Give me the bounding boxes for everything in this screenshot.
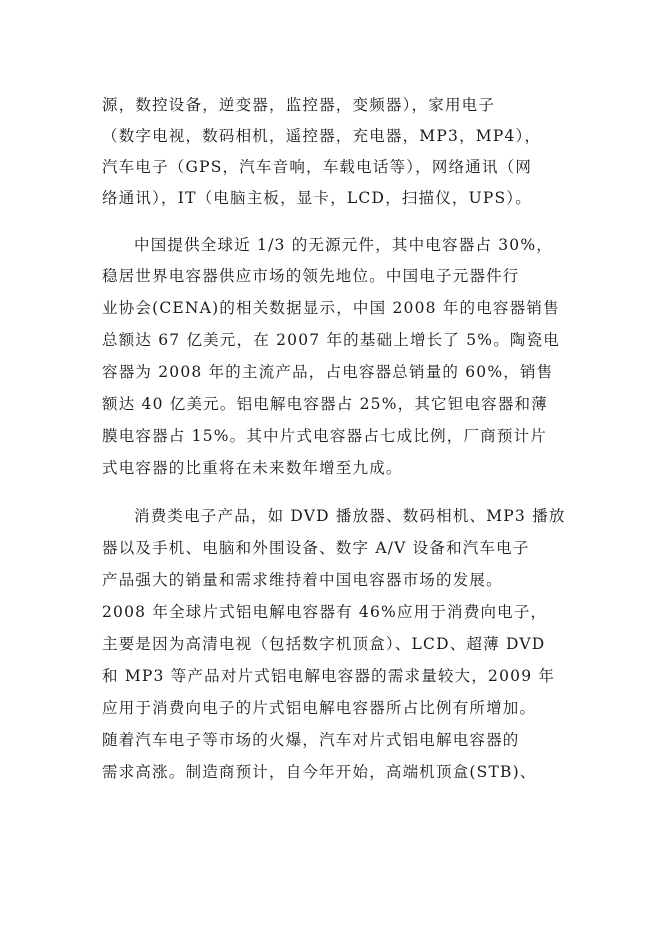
paragraph-2-line: 稳居世界电容器供应市场的领先地位。中国电子元器件行 bbox=[102, 267, 520, 285]
paragraph-2-line: 中国提供全球近 1/3 的无源元件，其中电容器占 30%， bbox=[134, 236, 553, 254]
paragraph-3-line: 随着汽车电子等市场的火爆，汽车对片式铝电解电容器的 bbox=[102, 731, 520, 749]
paragraph-2-line: 总额达 67 亿美元，在 2007 年的基础上增长了 5%。陶瓷电 bbox=[102, 331, 560, 349]
paragraph-2-line: 容器为 2008 年的主流产品，占电容器总销量的 60%，销售 bbox=[102, 363, 554, 381]
paragraph-2-line: 额达 40 亿美元。铝电解电容器占 25%，其它钽电容器和薄 bbox=[102, 395, 548, 413]
paragraph-1-line: 汽车电子（GPS，汽车音响，车载电话等），网络通讯（网 bbox=[102, 158, 533, 176]
paragraph-3-line: 2008 年全球片式铝电解电容器有 46%应用于消费向电子， bbox=[102, 603, 548, 621]
paragraph-1-line: 源，数控设备，逆变器，监控器，变频器），家用电子 bbox=[102, 96, 496, 114]
paragraph-1-line: 络通讯），IT（电脑主板，显卡，LCD，扫描仪，UPS）。 bbox=[102, 189, 532, 207]
paragraph-3-line: 需求高涨。制造商预计，自今年开始，高端机顶盒(STB)、 bbox=[102, 763, 537, 781]
paragraph-3-line: 消费类电子产品，如 DVD 播放器、数码相机、MP3 播放 bbox=[134, 507, 566, 525]
paragraph-3-line: 应用于消费向电子的片式铝电解电容器所占比例有所增加。 bbox=[102, 699, 537, 717]
paragraph-3-line: 器以及手机、电脑和外围设备、数字 A/V 设备和汽车电子 bbox=[102, 539, 530, 557]
paragraph-2-line: 式电容器的比重将在未来数年增至九成。 bbox=[102, 459, 403, 477]
paragraph-1-line: （数字电视，数码相机，遥控器，充电器，MP3，MP4）， bbox=[102, 127, 542, 145]
paragraph-3-line: 主要是因为高清电视（包括数字机顶盒）、LCD、超薄 DVD bbox=[102, 635, 546, 653]
paragraph-2-line: 业协会(CENA)的相关数据显示，中国 2008 年的电容器销售 bbox=[102, 299, 560, 317]
paragraph-2-line: 膜电容器占 15%。其中片式电容器占七成比例，厂商预计片 bbox=[102, 427, 547, 445]
paragraph-3-line: 产品强大的销量和需求维持着中国电容器市场的发展。 bbox=[102, 571, 503, 589]
paragraph-3-line: 和 MP3 等产品对片式铝电解电容器的需求量较大，2009 年 bbox=[102, 667, 556, 685]
